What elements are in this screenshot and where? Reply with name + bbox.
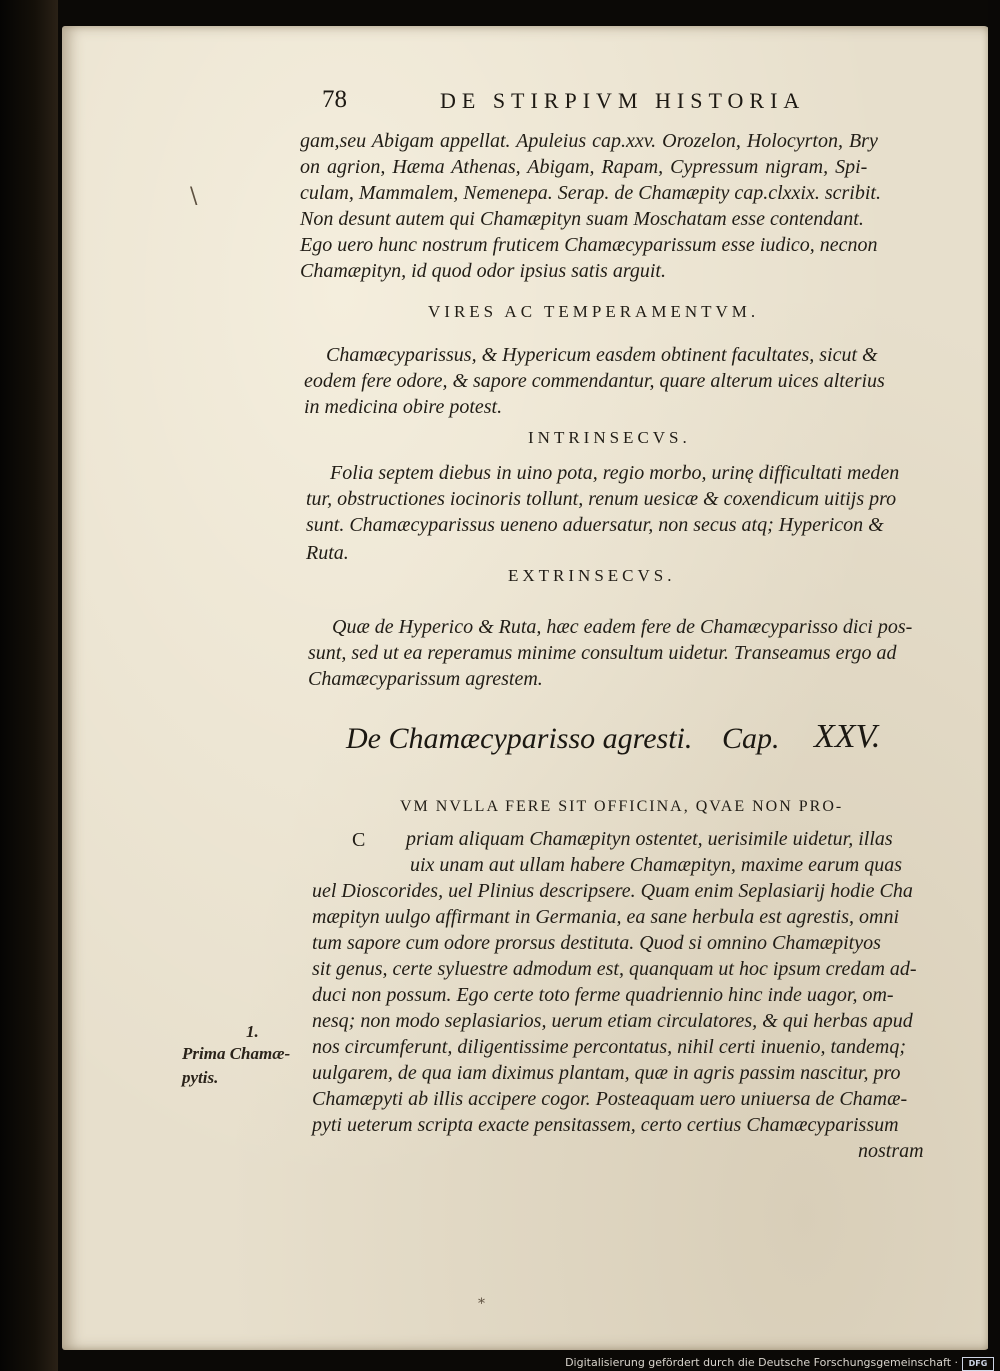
- text-line: duci non possum. Ego certe toto ferme quadriennio hinc inde uagor, om-: [312, 984, 894, 1006]
- section-heading: EXTRINSECVS.: [508, 566, 676, 585]
- page-number: 78: [322, 86, 347, 113]
- funding-credit: Digitalisierung gefördert durch die Deutsche Forschungsgemeinschaft ·: [565, 1356, 958, 1369]
- text-line: Non desunt autem qui Chamæpityn suam Moschatam esse contendant.: [300, 208, 864, 230]
- text-line: pyti ueterum scripta exacte pensitassem, certo certius Chamæcyparissum: [312, 1114, 899, 1136]
- signature-mark: *: [478, 1296, 485, 1312]
- margin-note-line: Prima Chamæ-: [182, 1044, 291, 1063]
- text-line: Folia septem diebus in uino pota, regio morbo, urinę difficultati meden: [330, 462, 900, 484]
- text-line: uix unam aut ullam habere Chamæpityn, maxime earum quas: [410, 854, 902, 876]
- text-line: nesq; non modo seplasiarios, uerum etiam circulatores, & qui herbas apud: [312, 1010, 913, 1032]
- drop-cap: C: [352, 829, 366, 851]
- book-spine: [0, 0, 58, 1371]
- text-line: uel Dioscorides, uel Plinius descripsere. Quam enim Seplasiarij hodie Cha: [312, 880, 913, 902]
- text-line: uulgarem, de qua iam diximus plantam, quæ in agris passim nascitur, pro: [312, 1062, 901, 1084]
- margin-note-line: pytis.: [182, 1068, 219, 1087]
- text-line: priam aliquam Chamæpityn ostentet, uerisimile uidetur, illas: [406, 828, 893, 850]
- text-line: on agrion, Hæma Athenas, Abigam, Rapam, Cypressum nigram, Spi-: [300, 156, 868, 178]
- catchword: nostram: [858, 1140, 924, 1162]
- margin-stroke-mark: \: [190, 184, 198, 209]
- text-line: tum sapore cum odore prorsus destituta. Quod si omnino Chamæpityos: [312, 932, 881, 954]
- section-heading: VIRES AC TEMPERAMENTVM.: [428, 302, 760, 321]
- text-line: sit genus, certe syluestre admodum est, quanquam ut hoc ipsum credam ad-: [312, 958, 917, 980]
- chapter-title: De Chamæcyparisso agresti.: [346, 722, 693, 755]
- text-line: Chamæcyparissum agrestem.: [308, 668, 543, 690]
- text-line: culam, Mammalem, Nemenepa. Serap. de Chamæpity cap.clxxix. scribit.: [300, 182, 881, 204]
- page-header: [322, 86, 902, 126]
- text-line: Ego uero hunc nostrum fruticem Chamæcyparissum esse iudico, necnon: [300, 234, 878, 256]
- text-line: sunt, sed ut ea reperamus minime consultum uidetur. Transeamus ergo ad: [308, 642, 897, 664]
- text-line: nos circumferunt, diligentissime percontatus, nihil certi inuenio, tandemq;: [312, 1036, 906, 1058]
- text-line: Chamæcyparissus, & Hypericum easdem obtinent facultates, sicut &: [326, 344, 878, 366]
- opening-caps-line: VM NVLLA FERE SIT OFFICINA, QVAE NON PRO-: [400, 798, 844, 815]
- text-line: tur, obstructiones iocinoris tollunt, renum uesicæ & coxendicum uitijs pro: [306, 488, 897, 510]
- text-line: Ruta.: [306, 542, 349, 564]
- dfg-logo: DFG: [962, 1357, 994, 1371]
- chapter-number: XXV.: [814, 718, 881, 755]
- text-line: Chamæpyti ab illis accipere cogor. Posteaquam uero uniuersa de Chamæ-: [312, 1088, 908, 1110]
- text-line: mæpityn uulgo affirmant in Germania, ea sane herbula est agrestis, omni: [312, 906, 900, 928]
- scan-edge: [988, 0, 1000, 1371]
- chapter-cap-label: Cap.: [722, 722, 780, 755]
- running-head: DE STIRPIVM HISTORIA: [440, 88, 806, 113]
- section-heading: INTRINSECVS.: [528, 428, 691, 447]
- margin-note-number: 1.: [246, 1022, 259, 1041]
- text-line: in medicina obire potest.: [304, 396, 503, 418]
- text-line: gam,seu Abigam appellat. Apuleius cap.xxv. Orozelon, Holocyrton, Bry: [300, 130, 878, 152]
- text-line: Chamæpityn, id quod odor ipsius satis arguit.: [300, 260, 666, 282]
- text-line: Quæ de Hyperico & Ruta, hæc eadem fere de Chamæcyparisso dici pos-: [332, 616, 913, 638]
- text-line: sunt. Chamæcyparissus ueneno aduersatur, non secus atq; Hypericon &: [306, 514, 884, 536]
- text-line: eodem fere odore, & sapore commendantur, quare alterum uices alterius: [304, 370, 885, 392]
